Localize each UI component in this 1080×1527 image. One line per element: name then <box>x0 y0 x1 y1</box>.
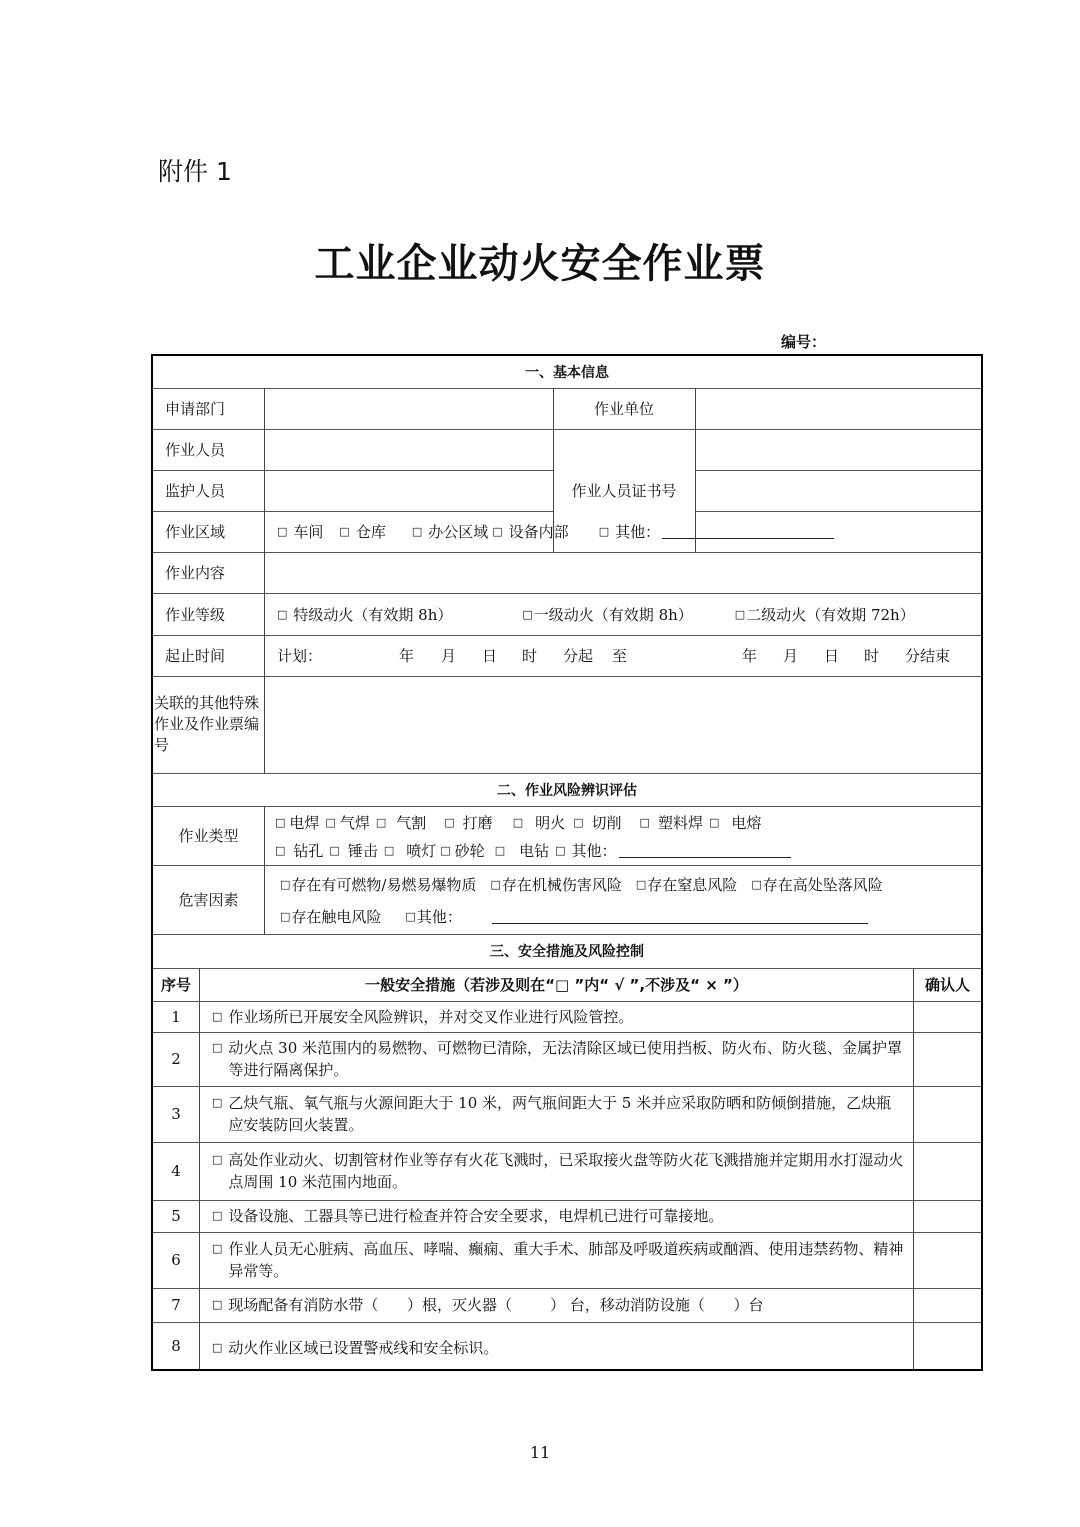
cert-no-label: 作业人员证书号 <box>571 482 677 500</box>
level-option-second[interactable]: □ 二级动火（有效期 72h） <box>734 605 915 624</box>
end-minute: 分结束 <box>905 647 951 665</box>
page-number: 11 <box>529 1443 551 1462</box>
cert-no-field-2[interactable] <box>696 471 981 511</box>
checkbox-icon[interactable]: □ <box>375 816 387 829</box>
work-type-label: 作业类型 <box>178 827 239 845</box>
area-other-input[interactable] <box>662 524 834 539</box>
level-options <box>277 593 977 635</box>
start-minute: 分起 <box>563 647 594 665</box>
measure-text: 乙炔气瓶、氧气瓶与火源间距大于 10 米，两气瓶间距大于 5 米并应采取防晒和防倾倒措施，乙炔瓶应安装防回火装置。 <box>228 1094 892 1134</box>
end-month: 月 <box>783 647 799 665</box>
hazard-option[interactable]: □ 存在高处坠落风险 <box>751 875 883 894</box>
checkbox-icon[interactable]: □ <box>280 909 291 923</box>
measure-row-text <box>200 1288 913 1322</box>
area-option-other[interactable]: □ 其他： <box>599 521 834 542</box>
measure-row-number: 7 <box>171 1296 181 1314</box>
checkbox-icon[interactable]: □ <box>212 1298 223 1311</box>
area-option-equipment[interactable]: □ 设备内部 <box>492 523 569 541</box>
type-option[interactable]: □ 喷灯 <box>383 842 437 860</box>
checkbox-icon[interactable]: □ <box>522 607 533 621</box>
divider <box>153 865 981 866</box>
hazard-option-other[interactable]: □ 其他： <box>405 906 867 927</box>
checkbox-icon[interactable]: □ <box>383 844 395 857</box>
area-label: 作业区域 <box>165 523 226 541</box>
measure-row-number: 2 <box>171 1050 181 1068</box>
checkbox-icon[interactable]: □ <box>212 1209 223 1222</box>
measure-row-text <box>200 1086 913 1142</box>
measure-row-number: 5 <box>171 1207 181 1225</box>
area-option-workshop[interactable]: □ 车间 <box>277 523 324 541</box>
time-to: 至 <box>612 647 628 665</box>
checkbox-icon[interactable]: □ <box>280 877 291 891</box>
area-option-warehouse[interactable]: □ 仓库 <box>339 523 386 541</box>
col-header-measure: 一般安全措施（若涉及则在“□ ”内“ √ ”,不涉及“ × ”） <box>365 976 748 994</box>
checkbox-icon[interactable]: □ <box>275 816 286 829</box>
start-year: 年 <box>399 647 415 665</box>
checkbox-icon[interactable]: □ <box>512 816 524 829</box>
confirm-field[interactable] <box>914 1033 981 1086</box>
type-option[interactable]: □ 切削 <box>573 814 622 832</box>
type-option[interactable]: □ 气焊 <box>325 814 370 832</box>
checkbox-icon[interactable]: □ <box>635 877 647 891</box>
content-label: 作业内容 <box>165 564 226 582</box>
hazard-label: 危害因素 <box>178 891 239 909</box>
col-header-confirm: 确认人 <box>924 976 970 994</box>
work-type-row2 <box>275 837 975 864</box>
type-option[interactable]: □ 电焊 <box>275 814 320 832</box>
start-hour: 时 <box>522 647 538 665</box>
level-label: 作业等级 <box>165 605 226 624</box>
time-fields[interactable] <box>277 635 977 676</box>
end-hour: 时 <box>864 647 880 665</box>
checkbox-icon[interactable]: □ <box>329 844 340 857</box>
page-title: 工业企业动火安全作业票 <box>314 240 766 287</box>
workers-field[interactable] <box>265 430 553 470</box>
type-option-other[interactable]: □ 其他： <box>555 840 790 861</box>
area-option-office[interactable]: □ 办公区域 <box>411 523 489 541</box>
checkbox-icon[interactable]: □ <box>494 844 506 857</box>
checkbox-icon[interactable]: □ <box>598 525 610 538</box>
confirm-field[interactable] <box>914 1143 981 1200</box>
checkbox-icon[interactable]: □ <box>325 816 336 829</box>
time-label: 起止时间 <box>165 647 226 665</box>
type-option[interactable]: □ 明火 <box>512 814 566 832</box>
checkbox-icon[interactable]: □ <box>212 1153 223 1166</box>
confirm-field[interactable] <box>914 1087 981 1142</box>
checkbox-icon[interactable]: □ <box>492 525 503 538</box>
hazard-option[interactable]: □ 存在触电风险 <box>280 907 382 926</box>
checkbox-icon[interactable]: □ <box>212 1096 223 1109</box>
work-type-row1 <box>275 809 975 836</box>
related-field[interactable] <box>265 677 981 773</box>
checkbox-icon[interactable]: □ <box>573 816 584 829</box>
measure-row-number: 4 <box>171 1162 181 1180</box>
confirm-field[interactable] <box>914 1323 981 1369</box>
divider <box>264 806 265 934</box>
supervisor-label: 监护人员 <box>165 482 226 500</box>
hazard-other-input[interactable] <box>492 909 868 924</box>
content-field[interactable] <box>265 553 981 593</box>
measure-text: 设备设施、工器具等已进行检查并符合安全要求，电焊机已进行可靠接地。 <box>228 1207 724 1225</box>
measure-row-text <box>200 1232 913 1288</box>
checkbox-icon[interactable]: □ <box>277 525 288 538</box>
time-plan-label: 计划： <box>277 647 323 665</box>
section2-title: 二、作业风险辨识评估 <box>497 782 637 799</box>
type-option[interactable]: □ 电熔 <box>708 814 762 832</box>
checkbox-icon[interactable]: □ <box>411 525 423 538</box>
apply-dept-field[interactable] <box>265 389 553 429</box>
confirm-field[interactable] <box>914 1289 981 1322</box>
attachment-label: 附件 1 <box>158 157 232 186</box>
measure-text: 动火点 30 米范围内的易燃物、可燃物已清除，无法清除区域已使用挡板、防火布、防火毯、金属护罩等进行隔离保护。 <box>228 1039 903 1079</box>
checkbox-icon[interactable]: □ <box>490 877 501 891</box>
checkbox-icon[interactable]: □ <box>275 844 286 857</box>
level-option-special[interactable]: □ 特级动火（有效期 8h） <box>277 605 453 624</box>
measure-text: 现场配备有消防水带（ ）根，灭火器（ ） 台，移动消防设施（ ）台 <box>228 1296 764 1314</box>
measure-text: 作业人员无心脏病、高血压、哮喘、癫痫、重大手术、肺部及呼吸道疾病或酗酒、使用违禁药物、精神异常等。 <box>228 1240 904 1280</box>
checkbox-icon[interactable]: □ <box>708 816 720 829</box>
hazard-option[interactable]: □ 存在机械伤害风险 <box>490 875 622 894</box>
supervisor-field[interactable] <box>265 471 553 511</box>
type-option[interactable]: □ 砂轮 <box>440 842 485 860</box>
measure-row-number: 3 <box>171 1105 181 1123</box>
checkbox-icon[interactable]: □ <box>444 816 455 829</box>
confirm-field[interactable] <box>914 1233 981 1288</box>
confirm-field[interactable] <box>914 1002 981 1032</box>
related-label: 关联的其他特殊作业及作业票编号 <box>154 694 260 754</box>
area-options <box>277 511 977 552</box>
section1-title: 一、基本信息 <box>525 365 609 381</box>
serial-number-label: 编号： <box>781 333 827 351</box>
checkbox-icon[interactable]: □ <box>440 844 451 857</box>
workers-label: 作业人员 <box>165 441 226 459</box>
permit-table <box>151 354 983 1371</box>
measure-text: 高处作业动火、切割管材作业等存有火花飞溅时，已采取接火盘等防火花飞溅措施并定期用水打湿动火点周围 10 米范围内地面。 <box>228 1151 904 1191</box>
col-header-no: 序号 <box>160 976 191 994</box>
start-day: 日 <box>482 647 498 665</box>
checkbox-icon[interactable]: □ <box>734 607 746 621</box>
type-option[interactable]: □ 塑料焊 <box>639 814 703 832</box>
checkbox-icon[interactable]: □ <box>212 1340 223 1354</box>
work-unit-label: 作业单位 <box>593 400 654 418</box>
hazard-option[interactable]: □ 存在有可燃物/易燃易爆物质 <box>280 875 477 894</box>
section3-title: 三、安全措施及风险控制 <box>490 944 644 960</box>
type-option[interactable]: □ 电钻 <box>494 842 550 860</box>
level-option-first[interactable]: □ 一级动火（有效期 8h） <box>522 605 693 624</box>
end-day: 日 <box>824 647 840 665</box>
measure-row-number: 6 <box>171 1251 181 1269</box>
hazard-row2 <box>280 902 980 930</box>
type-option[interactable]: □ 气割 <box>375 814 427 832</box>
apply-dept-label: 申请部门 <box>165 400 226 418</box>
measure-row-text <box>200 1032 913 1086</box>
measure-row-text <box>200 1200 913 1232</box>
confirm-field[interactable] <box>914 1201 981 1232</box>
checkbox-icon[interactable]: □ <box>212 1041 223 1054</box>
start-month: 月 <box>441 647 457 665</box>
cert-no-field-1[interactable] <box>696 430 981 470</box>
end-year: 年 <box>742 647 758 665</box>
checkbox-icon[interactable]: □ <box>555 844 566 857</box>
work-unit-field[interactable] <box>696 389 981 429</box>
measure-row-number: 1 <box>171 1007 181 1026</box>
divider <box>153 806 981 807</box>
measure-row-text <box>200 1001 913 1032</box>
measure-text: 动火作业区域已设置警戒线和安全标识。 <box>228 1338 499 1357</box>
checkbox-icon[interactable]: □ <box>639 816 650 829</box>
checkbox-icon[interactable]: □ <box>339 525 350 538</box>
checkbox-icon[interactable]: □ <box>277 607 288 621</box>
checkbox-icon[interactable]: □ <box>405 909 416 923</box>
checkbox-icon[interactable]: □ <box>751 877 762 891</box>
type-option[interactable]: □ 钻孔 <box>275 842 324 860</box>
measure-row-text <box>200 1322 913 1369</box>
checkbox-icon[interactable]: □ <box>212 1009 223 1023</box>
hazard-option[interactable]: □ 存在窒息风险 <box>635 875 738 894</box>
measure-row-number: 8 <box>171 1336 181 1355</box>
type-option[interactable]: □ 锤击 <box>329 842 378 860</box>
measure-text: 作业场所已开展安全风险辨识，并对交叉作业进行风险管控。 <box>228 1007 634 1026</box>
measure-row-text <box>200 1142 913 1200</box>
type-other-input[interactable] <box>619 843 791 858</box>
type-option[interactable]: □ 打磨 <box>444 814 493 832</box>
checkbox-icon[interactable]: □ <box>212 1242 223 1255</box>
hazard-row1 <box>280 870 980 898</box>
